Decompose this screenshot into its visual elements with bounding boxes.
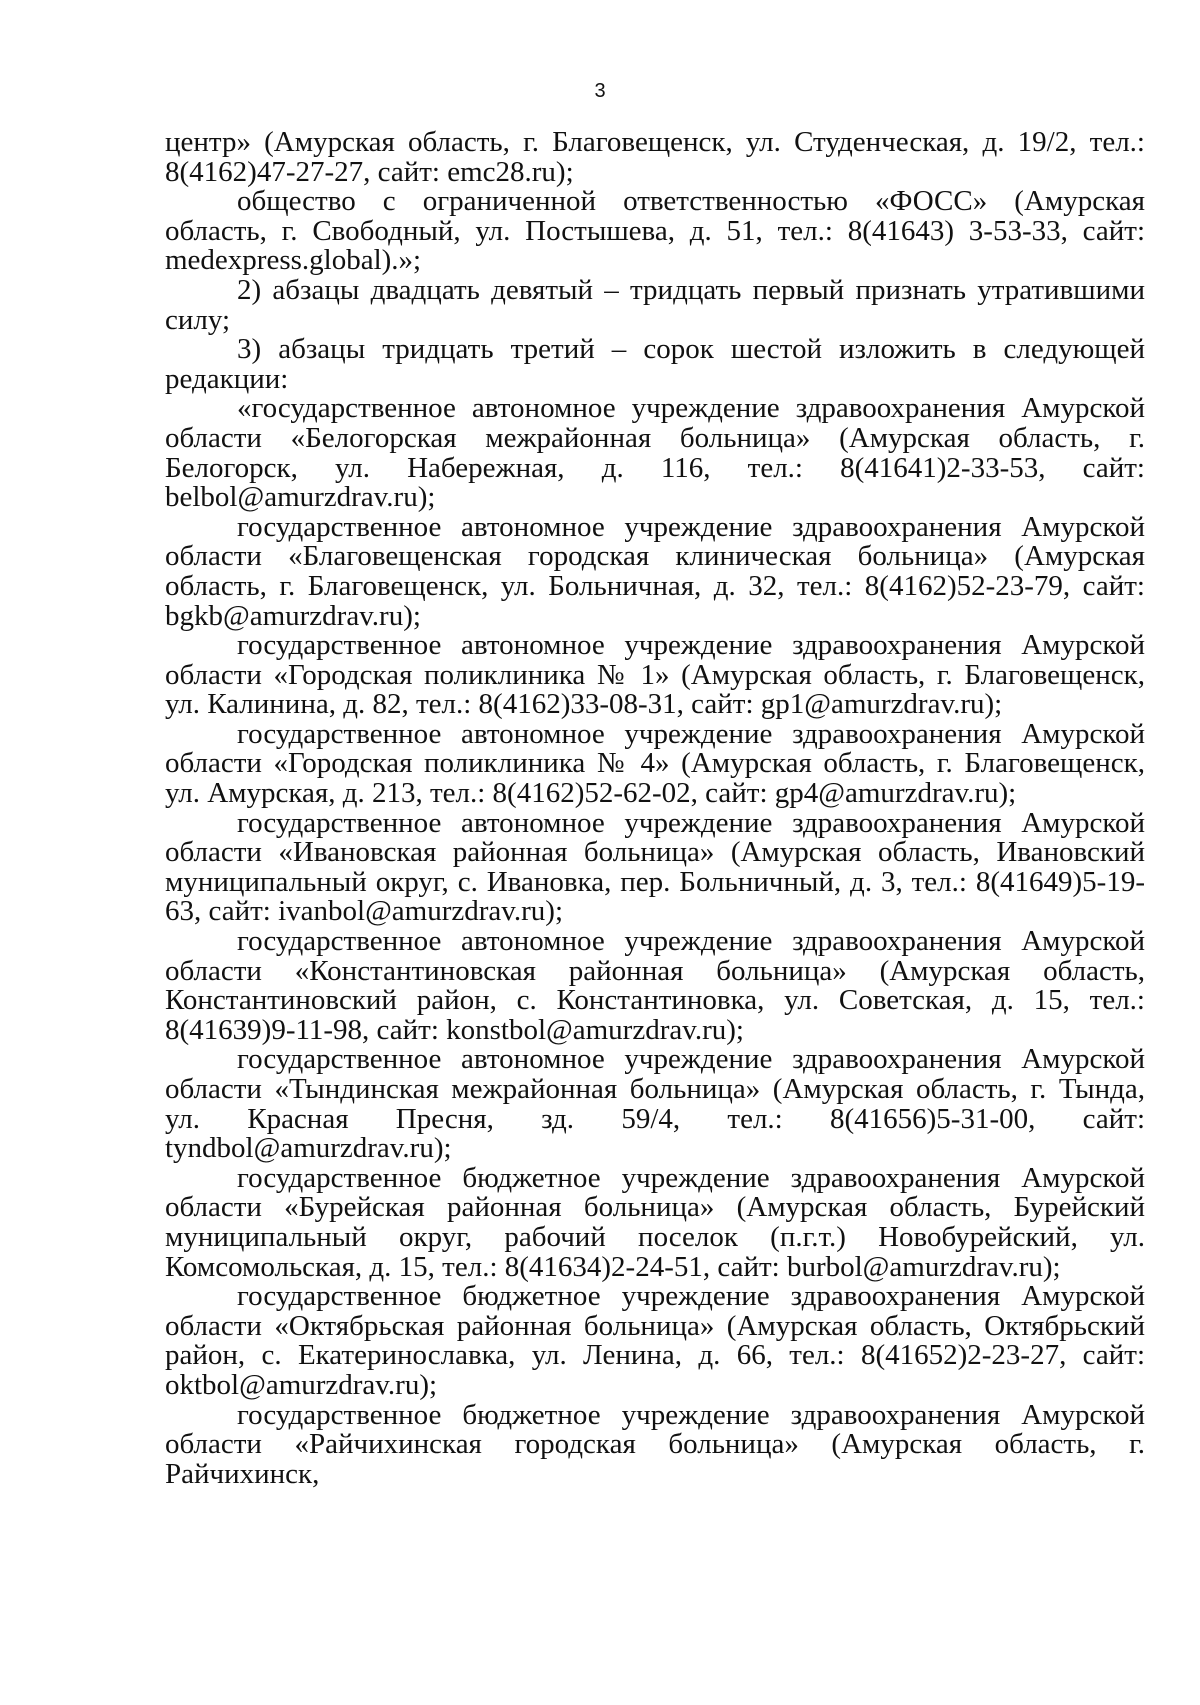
paragraph: государственное бюджетное учреждение здравоохранения Амурской области «Октябрьская районная больница» (Амурская область, Октябрьский район, с. Екатеринославка, ул. Ленина, д. 66, тел.: 8(41652)2-23-27, сайт: oktbol@amurzdrav.ru);: [165, 1280, 1145, 1401]
paragraph: государственное автономное учреждение здравоохранения Амурской области «Константиновская районная больница» (Амурская область, Константиновский район, с. Константиновка, ул. Советская, д. 15, тел.: 8(41639)9-11-98, сайт: konstbol@amurzdrav.ru);: [165, 925, 1145, 1046]
paragraph: «государственное автономное учреждение здравоохранения Амурской области «Белогорская межрайонная больница» (Амурская область, г. Белогорск, ул. Набережная, д. 116, тел.: 8(41641)2-33-53, сайт: belbol@amurzdrav.ru);: [165, 392, 1145, 514]
paragraph: общество с ограниченной ответственностью «ФОСС» (Амурская область, г. Свободный, ул. Постышева, д. 51, тел.: 8(41643) 3-53-33, сайт: medexpress.global).»;: [165, 185, 1145, 277]
paragraph: государственное бюджетное учреждение здравоохранения Амурской области «Райчихинская городская больница» (Амурская область, г. Райчихинск,: [165, 1398, 1145, 1490]
page-number: 3: [594, 80, 606, 102]
paragraph-continuation: центр» (Амурская область, г. Благовещенск, ул. Студенческая, д. 19/2, тел.: 8(4162)47-27-27, сайт: emc28.ru);: [165, 126, 1145, 188]
paragraph: государственное бюджетное учреждение здравоохранения Амурской области «Бурейская районная больница» (Амурская область, Бурейский муниципальный округ, рабочий поселок (п.г.т.) Новобурейский, ул. Комсомольская, д. 15, тел.: 8(41634)2-24-51, сайт: burbol@amurzdrav.ru);: [165, 1161, 1145, 1283]
document-body: [165, 128, 1145, 1489]
paragraph: государственное автономное учреждение здравоохранения Амурской области «Тындинская межрайонная больница» (Амурская область, г. Тында, ул. Красная Пресня, зд. 59/4, тел.: 8(41656)5-31-00, сайт: tyndbol@amurzdrav.ru);: [165, 1043, 1145, 1165]
paragraph: 2) абзацы двадцать девятый – тридцать первый признать утратившими силу;: [165, 273, 1145, 336]
paragraph: государственное автономное учреждение здравоохранения Амурской области «Ивановская районная больница» (Амурская область, Ивановский муниципальный округ, с. Ивановка, пер. Больничный, д. 3, тел.: 8(41649)5-19-63, сайт: ivanbol@amurzdrav.ru);: [165, 806, 1145, 928]
paragraph: государственное автономное учреждение здравоохранения Амурской области «Городская поликлиника № 4» (Амурская область, г. Благовещенск, ул. Амурская, д. 213, тел.: 8(4162)52-62-02, сайт: gp4@amurzdrav.ru);: [165, 717, 1145, 810]
paragraph: государственное автономное учреждение здравоохранения Амурской области «Благовещенская городская клиническая больница» (Амурская область, г. Благовещенск, ул. Больничная, д. 32, тел.: 8(4162)52-23-79, сайт: bgkb@amurzdrav.ru);: [165, 510, 1145, 632]
paragraph: 3) абзацы тридцать третий – сорок шестой изложить в следующей редакции:: [165, 333, 1145, 395]
paragraph: государственное автономное учреждение здравоохранения Амурской области «Городская поликлиника № 1» (Амурская область, г. Благовещенск, ул. Калинина, д. 82, тел.: 8(4162)33-08-31, сайт: gp1@amurzdrav.ru);: [165, 629, 1145, 721]
